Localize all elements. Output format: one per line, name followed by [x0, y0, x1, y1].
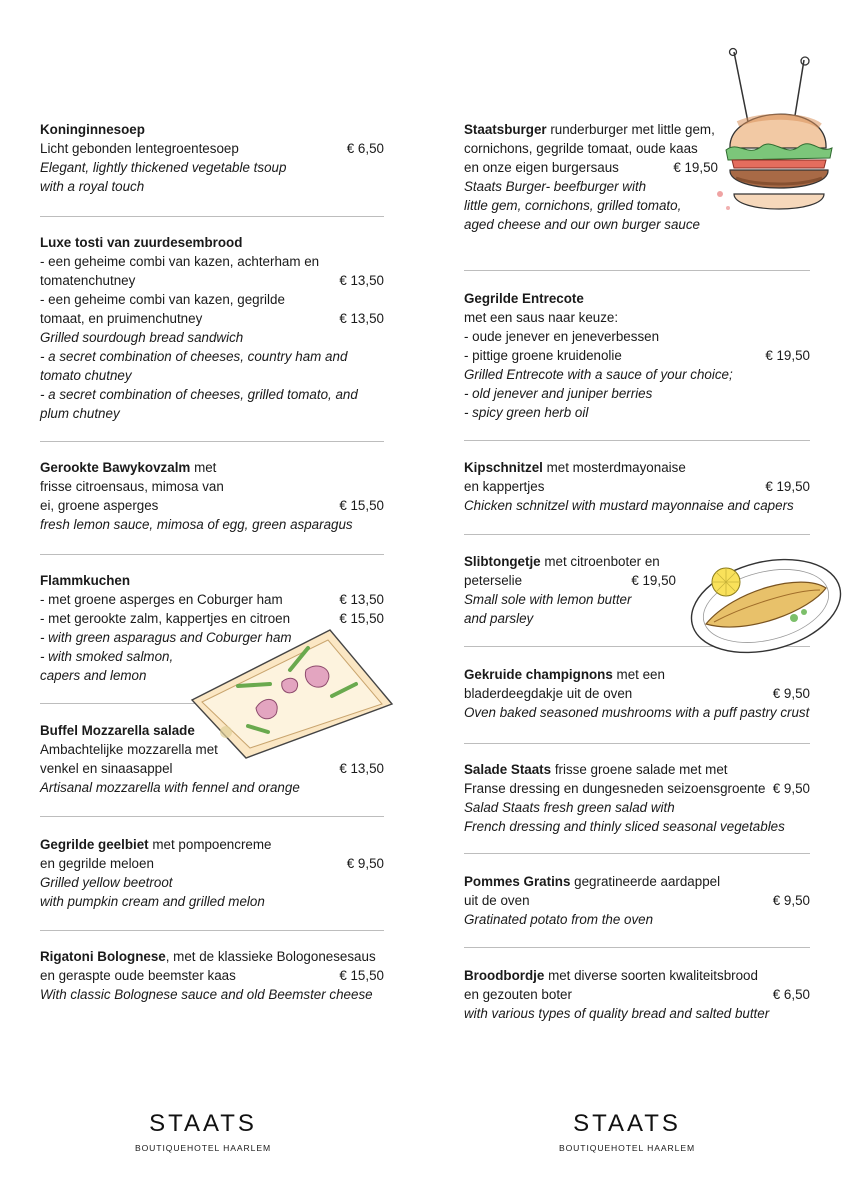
item-description-nl: - oude jenever en jeneverbessen	[464, 329, 660, 344]
item-title: Gerookte Bawykovzalm	[40, 460, 191, 475]
item-description-nl: bladerdeegdakje uit de oven	[464, 686, 633, 701]
logo-subtitle: BOUTIQUEHOTEL HAARLEM	[134, 1143, 272, 1153]
item-title: Salade Staats	[464, 762, 552, 777]
menu-item-broodbordje	[464, 966, 810, 1023]
item-description-nl: - een geheime combi van kazen, gegrilde	[40, 292, 285, 307]
item-description-en: tomato chutney	[40, 368, 132, 383]
item-price: € 9,50	[772, 686, 810, 701]
item-title-rest: runderburger met little gem,	[546, 122, 715, 137]
item-description-en: Chicken schnitzel with mustard mayonnaise and capers	[464, 498, 794, 513]
staats-logo-left	[128, 1112, 278, 1153]
item-description-en: Grilled yellow beetroot	[40, 875, 173, 890]
item-description-nl: - een geheime combi van kazen, achterham en	[40, 254, 320, 269]
item-price: € 9,50	[772, 781, 810, 796]
item-title-rest: met citroenboter en	[540, 554, 660, 569]
item-title: Luxe tosti van zuurdesembrood	[40, 235, 243, 250]
item-price: € 9,50	[772, 893, 810, 908]
item-description-en: Salad Staats fresh green salad with	[464, 800, 675, 815]
item-title: Gegrilde Entrecote	[464, 291, 584, 306]
item-description-nl: - met gerookte zalm, kappertjes en citroen	[40, 611, 291, 626]
staats-logo-icon	[131, 1112, 275, 1134]
item-title: Koninginnesoep	[40, 122, 145, 137]
menu-item-slibtongetje	[464, 552, 676, 628]
staats-logo-icon	[555, 1112, 699, 1134]
item-price: € 19,50	[631, 573, 676, 588]
menu-item-tosti	[40, 233, 384, 423]
divider	[464, 270, 810, 271]
item-description-nl: tomatenchutney	[40, 273, 136, 288]
menu-item-salade-staats	[464, 760, 810, 836]
item-title: Staatsburger	[464, 122, 547, 137]
item-description-en: - old jenever and juniper berries	[464, 386, 653, 401]
item-title-rest: frisse groene salade met met	[551, 762, 728, 777]
item-title: Gegrilde geelbiet	[40, 837, 149, 852]
item-description-en: Grilled sourdough bread sandwich	[40, 330, 244, 345]
item-description-en: with pumpkin cream and grilled melon	[40, 894, 265, 909]
item-description-en: Elegant, lightly thickened vegetable tsoup	[40, 160, 287, 175]
item-description-en: with various types of quality bread and salted butter	[464, 1006, 770, 1021]
item-description-nl: - met groene asperges en Coburger ham	[40, 592, 283, 607]
logo-subtitle: BOUTIQUEHOTEL HAARLEM	[558, 1143, 696, 1153]
menu-item-koninginnesoep	[40, 120, 384, 196]
item-description-en: - a secret combination of cheeses, country ham and	[40, 349, 348, 364]
item-description-en: Small sole with lemon butter	[464, 592, 632, 607]
item-description-en: little gem, cornichons, grilled tomato,	[464, 198, 682, 213]
staats-logo-right	[552, 1112, 702, 1153]
item-title-rest: gegratineerde aardappel	[570, 874, 721, 889]
divider	[464, 947, 810, 948]
item-description-en: Oven baked seasoned mushrooms with a puff pastry crust	[464, 705, 810, 720]
item-price: € 15,50	[339, 968, 384, 983]
item-description-nl: en geraspte oude beemster kaas	[40, 968, 236, 983]
menu-item-rigatoni	[40, 947, 384, 1004]
menu-item-champignons	[464, 665, 810, 722]
item-description-nl: frisse citroensaus, mimosa van	[40, 479, 224, 494]
divider	[40, 930, 384, 931]
item-title-rest: , met de klassieke Bologonesesaus	[165, 949, 376, 964]
item-description-nl: venkel en sinaasappel	[40, 761, 173, 776]
menu-item-entrecote	[464, 289, 810, 422]
item-description-nl: peterselie	[464, 573, 523, 588]
item-price: € 6,50	[346, 141, 384, 156]
menu-item-pommes-gratins	[464, 872, 810, 929]
item-description-nl: en kappertjes	[464, 479, 545, 494]
item-title: Kipschnitzel	[464, 460, 543, 475]
item-title: Flammkuchen	[40, 573, 131, 588]
item-price: € 13,50	[339, 273, 384, 288]
item-title-rest: met een	[612, 667, 665, 682]
item-price: € 19,50	[765, 479, 810, 494]
item-price: € 15,50	[339, 611, 384, 626]
sole-illustration	[684, 544, 844, 664]
item-description-nl: en gezouten boter	[464, 987, 572, 1002]
item-title: Buffel Mozzarella salade	[40, 723, 195, 738]
item-description-en: aged cheese and our own burger sauce	[464, 217, 700, 232]
divider	[40, 216, 384, 217]
item-title-rest: met mosterdmayonaise	[542, 460, 686, 475]
item-title-rest: met pompoencreme	[148, 837, 272, 852]
item-price: € 15,50	[339, 498, 384, 513]
item-title: Broodbordje	[464, 968, 545, 983]
item-description-nl: cornichons, gegrilde tomaat, oude kaas	[464, 141, 698, 156]
item-description-en: Grilled Entrecote with a sauce of your choice;	[464, 367, 733, 382]
burger-illustration	[708, 44, 842, 220]
item-title-rest: met diverse soorten kwaliteitsbrood	[544, 968, 758, 983]
divider	[464, 440, 810, 441]
divider	[40, 554, 384, 555]
item-title-rest: met	[190, 460, 217, 475]
item-description-en: fresh lemon sauce, mimosa of egg, green asparagus	[40, 517, 353, 532]
item-price: € 19,50	[673, 160, 718, 175]
item-description-nl: Ambachtelijke mozzarella met	[40, 742, 218, 757]
item-description-en: capers and lemon	[40, 668, 147, 683]
item-description-nl: Licht gebonden lentegroentesoep	[40, 141, 239, 156]
item-description-en: Staats Burger- beefburger with	[464, 179, 647, 194]
divider	[464, 853, 810, 854]
item-title: Slibtongetje	[464, 554, 541, 569]
menu-item-staatsburger	[464, 120, 718, 234]
divider	[464, 743, 810, 744]
item-description-nl: uit de oven	[464, 893, 530, 908]
item-description-en: - spicy green herb oil	[464, 405, 589, 420]
item-description-nl: Franse dressing en dungesneden seizoensgroente	[464, 781, 766, 796]
menu-item-kipschnitzel	[464, 458, 810, 515]
menu-item-geelbiet	[40, 835, 384, 911]
item-title: Gekruide champignons	[464, 667, 613, 682]
item-description-en: Artisanal mozzarella with fennel and orange	[40, 780, 300, 795]
item-price: € 9,50	[346, 856, 384, 871]
logo-word: STAATS	[573, 1112, 681, 1134]
item-description-en: With classic Bolognese sauce and old Beemster cheese	[40, 987, 373, 1002]
divider	[464, 534, 810, 535]
item-price: € 13,50	[339, 311, 384, 326]
item-price: € 13,50	[339, 761, 384, 776]
flammkuchen-illustration	[186, 622, 396, 764]
item-description-en: French dressing and thinly sliced seasonal vegetables	[464, 819, 785, 834]
item-description-nl: met een saus naar keuze:	[464, 310, 619, 325]
item-description-nl: en onze eigen burgersaus	[464, 160, 619, 175]
item-description-en: - with green asparagus and Coburger ham	[40, 630, 292, 645]
item-description-en: with a royal touch	[40, 179, 145, 194]
item-price: € 13,50	[339, 592, 384, 607]
item-description-en: plum chutney	[40, 406, 120, 421]
item-description-en: - with smoked salmon,	[40, 649, 174, 664]
item-description-en: Gratinated potato from the oven	[464, 912, 654, 927]
item-price: € 6,50	[772, 987, 810, 1002]
item-description-nl: en gegrilde meloen	[40, 856, 154, 871]
item-description-nl: ei, groene asperges	[40, 498, 159, 513]
menu-item-zalm	[40, 458, 384, 534]
item-description-en: - a secret combination of cheeses, grilled tomato, and	[40, 387, 358, 402]
divider	[40, 441, 384, 442]
item-description-nl: - pittige groene kruidenolie	[464, 348, 622, 363]
item-description-nl: tomaat, en pruimenchutney	[40, 311, 203, 326]
item-title: Rigatoni Bolognese	[40, 949, 166, 964]
divider	[40, 816, 384, 817]
item-title: Pommes Gratins	[464, 874, 571, 889]
item-price: € 19,50	[765, 348, 810, 363]
item-description-en: and parsley	[464, 611, 534, 626]
logo-word: STAATS	[149, 1112, 257, 1134]
